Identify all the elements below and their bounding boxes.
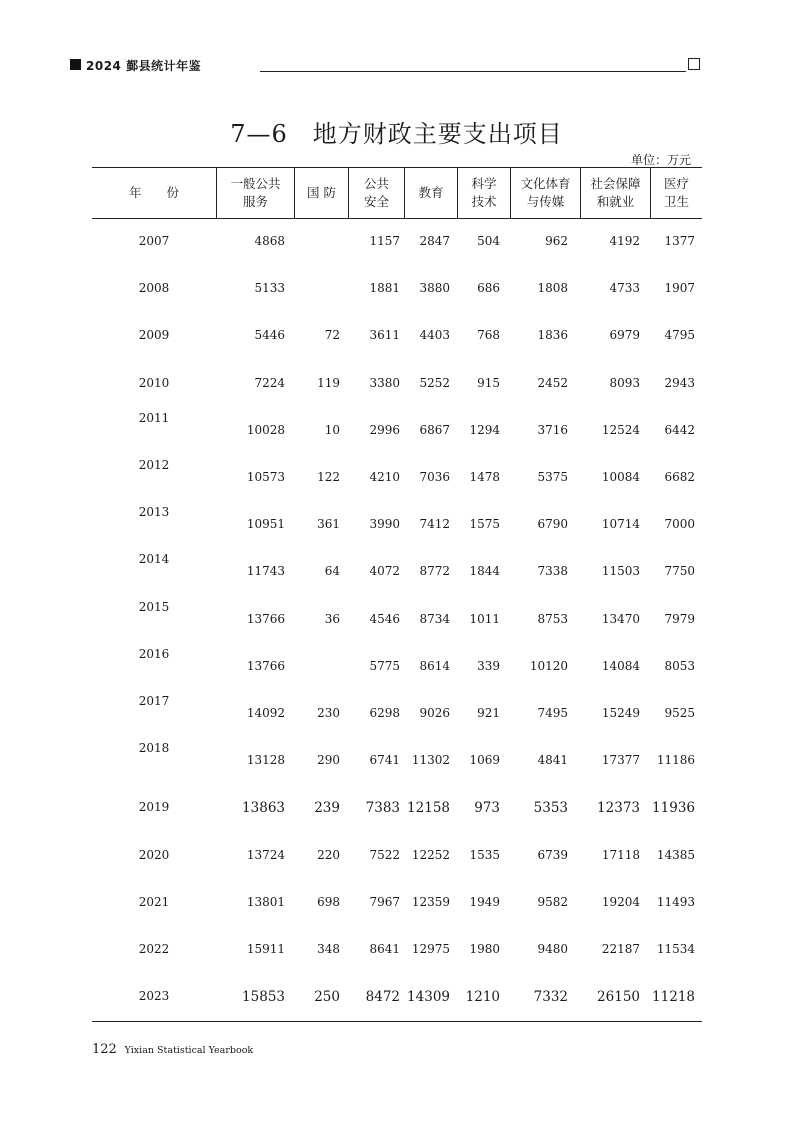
page-number: 122	[92, 1042, 117, 1057]
year-cell: 2019	[138, 800, 170, 815]
expenditure-table	[92, 167, 702, 1006]
value-cell: 10714	[601, 517, 640, 532]
value-cell: 5353	[533, 800, 568, 817]
value-cell: 2996	[369, 422, 400, 437]
value-cell: 12524	[601, 422, 640, 437]
value-cell: 921	[477, 706, 500, 720]
value-cell: 36	[324, 611, 340, 626]
value-cell: 17118	[601, 847, 640, 862]
value-cell: 14084	[601, 658, 640, 673]
value-cell: 4868	[254, 234, 285, 248]
column-header	[294, 168, 348, 218]
value-cell: 8614	[419, 658, 450, 673]
value-cell: 11503	[601, 564, 640, 579]
value-cell: 250	[314, 989, 340, 1006]
value-cell: 1575	[469, 517, 500, 532]
value-cell: 7522	[369, 847, 400, 862]
value-cell: 26150	[597, 989, 640, 1006]
year-cell: 2022	[138, 942, 170, 956]
column-header	[348, 168, 404, 218]
value-cell: 3380	[369, 375, 400, 390]
value-cell: 7338	[537, 564, 568, 579]
column-header	[580, 168, 650, 218]
column-header-label: 文化体育 与传媒	[520, 176, 571, 209]
value-cell: 1881	[369, 281, 400, 296]
value-cell: 8093	[609, 375, 640, 390]
year-cell: 2007	[138, 234, 170, 248]
value-cell: 11743	[246, 564, 285, 579]
value-cell: 8641	[369, 942, 400, 956]
value-cell: 1294	[469, 422, 500, 437]
unit-label: 单位：万元	[630, 153, 691, 167]
table-header	[92, 167, 702, 219]
value-cell: 9480	[537, 942, 568, 956]
value-cell: 1980	[469, 942, 500, 956]
value-cell: 239	[314, 800, 340, 817]
value-cell: 8734	[419, 611, 450, 626]
value-cell: 4072	[369, 564, 400, 579]
year-cell: 2011	[138, 410, 170, 425]
year-cell: 2017	[138, 694, 170, 708]
value-cell: 13766	[246, 611, 285, 626]
value-cell: 7750	[664, 564, 695, 579]
value-cell: 5775	[369, 658, 400, 673]
value-cell: 698	[317, 894, 340, 909]
value-cell: 9525	[664, 706, 695, 720]
value-cell: 1535	[469, 847, 500, 862]
value-cell: 7979	[664, 611, 695, 626]
column-header	[404, 168, 457, 218]
column-header-label: 国 防	[307, 185, 336, 200]
year-cell: 2018	[138, 741, 170, 756]
column-header-label: 公共 安全	[363, 176, 389, 209]
value-cell: 7224	[254, 375, 285, 390]
value-cell: 11302	[411, 753, 450, 768]
value-cell: 504	[477, 234, 500, 248]
value-cell: 1844	[469, 564, 500, 579]
value-cell: 7412	[419, 517, 450, 532]
column-header-label: 社会保障 和就业	[590, 176, 641, 209]
value-cell: 7000	[664, 517, 695, 532]
value-cell: 122	[317, 470, 340, 484]
value-cell: 10028	[246, 422, 285, 437]
table-bottom-rule	[92, 1021, 702, 1022]
value-cell: 962	[545, 234, 568, 248]
value-cell: 915	[477, 375, 500, 390]
value-cell: 119	[317, 375, 340, 390]
value-cell: 1210	[465, 989, 500, 1006]
value-cell: 19204	[601, 894, 640, 909]
value-cell: 11218	[652, 989, 695, 1006]
column-header	[216, 168, 294, 218]
value-cell: 10951	[246, 517, 285, 532]
value-cell: 5375	[537, 470, 568, 484]
year-cell: 2021	[138, 894, 170, 909]
value-cell: 6979	[609, 328, 640, 343]
value-cell: 12359	[411, 894, 450, 909]
value-cell: 3880	[419, 281, 450, 296]
value-cell: 72	[324, 328, 340, 343]
value-cell: 12975	[411, 942, 450, 956]
value-cell: 1808	[537, 281, 568, 296]
year-cell: 2009	[138, 328, 170, 343]
value-cell: 1836	[537, 328, 568, 343]
value-cell: 1907	[664, 281, 695, 296]
value-cell: 4403	[419, 328, 450, 343]
value-cell: 1157	[369, 234, 400, 248]
column-header	[650, 168, 702, 218]
value-cell: 17377	[601, 753, 640, 768]
value-cell: 3716	[537, 422, 568, 437]
book-title: Yixian Statistical Yearbook	[124, 1045, 254, 1056]
value-cell: 14309	[407, 989, 450, 1006]
value-cell: 290	[317, 753, 340, 768]
value-cell: 6867	[419, 422, 450, 437]
value-cell: 686	[477, 281, 500, 296]
value-cell: 7383	[365, 800, 400, 817]
value-cell: 8753	[537, 611, 568, 626]
value-cell: 13863	[242, 800, 285, 817]
value-cell: 6298	[369, 706, 400, 720]
value-cell: 6741	[369, 753, 400, 768]
value-cell: 361	[317, 517, 340, 532]
value-cell: 11186	[656, 753, 695, 768]
value-cell: 973	[474, 800, 500, 817]
year-cell: 2013	[138, 505, 170, 520]
value-cell: 13128	[246, 753, 285, 768]
page-footer	[92, 1042, 253, 1057]
value-cell: 7036	[419, 470, 450, 484]
value-cell: 220	[317, 847, 340, 862]
value-cell: 9582	[537, 894, 568, 909]
value-cell: 11936	[652, 800, 695, 817]
value-cell: 14385	[656, 847, 695, 862]
value-cell: 4192	[609, 234, 640, 248]
header-box-icon	[688, 58, 700, 70]
value-cell: 3611	[369, 328, 400, 343]
year-cell: 2016	[138, 646, 170, 661]
value-cell: 1069	[469, 753, 500, 768]
header-square-icon	[70, 59, 81, 70]
column-header-label: 教育	[418, 185, 444, 200]
value-cell: 15911	[246, 942, 285, 956]
year-cell: 2023	[138, 989, 170, 1004]
value-cell: 2452	[537, 375, 568, 390]
value-cell: 6790	[537, 517, 568, 532]
value-cell: 6682	[664, 470, 695, 484]
value-cell: 12373	[597, 800, 640, 817]
value-cell: 230	[317, 706, 340, 720]
column-header	[510, 168, 580, 218]
value-cell: 5133	[254, 281, 285, 296]
value-cell: 1478	[469, 470, 500, 484]
value-cell: 8772	[419, 564, 450, 579]
value-cell: 15853	[242, 989, 285, 1006]
value-cell: 10120	[529, 658, 568, 673]
value-cell: 13766	[246, 658, 285, 673]
value-cell: 2847	[419, 234, 450, 248]
value-cell: 7332	[533, 989, 568, 1006]
value-cell: 2943	[664, 375, 695, 390]
value-cell: 12158	[407, 800, 450, 817]
running-title: 2024 鄞县统计年鉴	[86, 59, 202, 73]
year-cell: 2015	[138, 599, 170, 614]
year-cell: 2020	[138, 847, 170, 862]
year-cell: 2010	[138, 375, 170, 390]
value-cell: 13724	[246, 847, 285, 862]
value-cell: 6442	[664, 422, 695, 437]
value-cell: 3990	[369, 517, 400, 532]
value-cell: 13470	[601, 611, 640, 626]
value-cell: 339	[477, 658, 500, 673]
value-cell: 348	[317, 942, 340, 956]
value-cell: 12252	[411, 847, 450, 862]
value-cell: 1377	[664, 234, 695, 248]
value-cell: 5252	[419, 375, 450, 390]
column-header-label: 科学 技术	[471, 176, 497, 209]
column-header	[92, 168, 216, 218]
column-header-label: 医疗 卫生	[663, 176, 689, 209]
column-header-label: 年 份	[128, 185, 179, 200]
value-cell: 4841	[537, 753, 568, 768]
value-cell: 4210	[369, 470, 400, 484]
value-cell: 8053	[664, 658, 695, 673]
value-cell: 9026	[419, 706, 450, 720]
column-header	[457, 168, 510, 218]
value-cell: 64	[324, 564, 340, 579]
value-cell: 15249	[601, 706, 640, 720]
value-cell: 10084	[601, 470, 640, 484]
value-cell: 8472	[365, 989, 400, 1006]
value-cell: 11534	[656, 942, 695, 956]
value-cell: 1949	[469, 894, 500, 909]
column-header-label: 一般公共 服务	[230, 176, 281, 209]
value-cell: 4795	[664, 328, 695, 343]
year-cell: 2014	[138, 552, 170, 567]
year-cell: 2012	[138, 458, 170, 472]
value-cell: 22187	[601, 942, 640, 956]
value-cell: 10573	[246, 470, 285, 484]
value-cell: 6739	[537, 847, 568, 862]
year-cell: 2008	[138, 281, 170, 296]
value-cell: 768	[477, 328, 500, 343]
table-title: 7—6 地方财政主要支出项目	[230, 120, 563, 148]
value-cell: 1011	[469, 611, 500, 626]
value-cell: 10	[324, 422, 340, 437]
value-cell: 7495	[537, 706, 568, 720]
running-header	[70, 57, 700, 73]
value-cell: 5446	[254, 328, 285, 343]
value-cell: 4733	[609, 281, 640, 296]
value-cell: 4546	[369, 611, 400, 626]
value-cell: 7967	[369, 894, 400, 909]
value-cell: 13801	[246, 894, 285, 909]
value-cell: 11493	[656, 894, 695, 909]
header-rule	[260, 71, 686, 72]
value-cell: 14092	[246, 706, 285, 720]
